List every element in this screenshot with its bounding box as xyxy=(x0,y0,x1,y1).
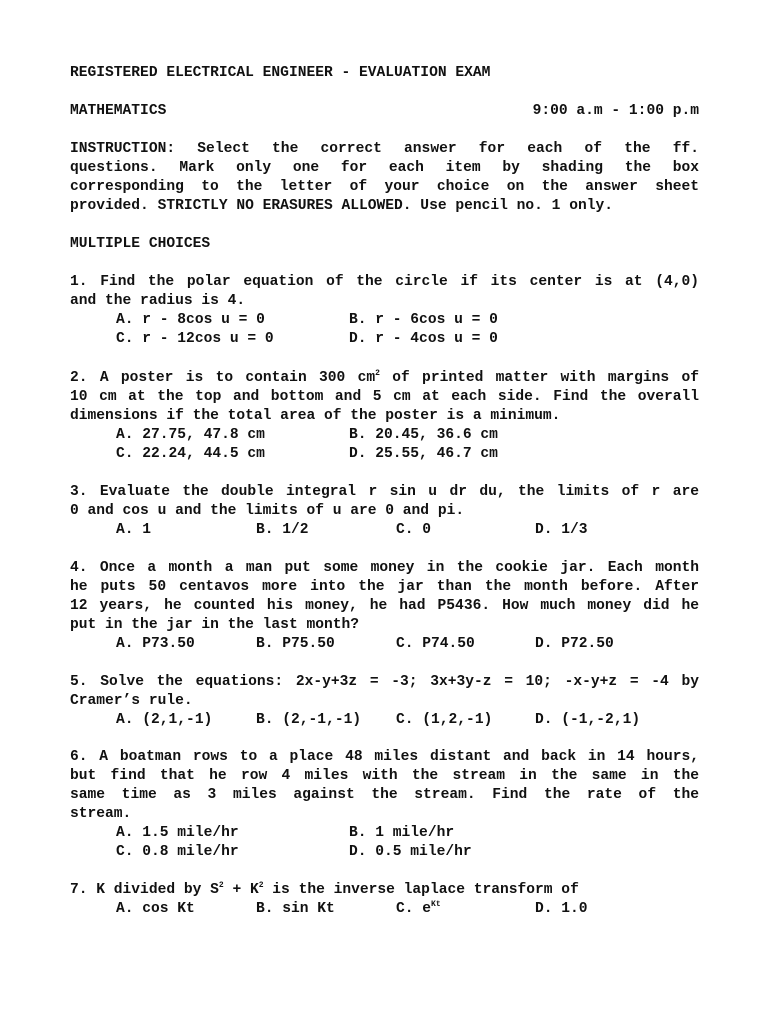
choice-c[interactable]: C. P74.50 xyxy=(396,636,475,652)
question-text-part: + K xyxy=(223,882,259,898)
question-text: 4. Once a month a man put some money in the cookie jar. Each month xyxy=(70,560,699,576)
instruction-line: provided. STRICTLY NO ERASURES ALLOWED. Use pencil no. 1 only. xyxy=(70,198,613,214)
choice-row xyxy=(70,330,699,349)
choice-a[interactable]: A. 1.5 mile/hr xyxy=(116,825,239,841)
choice-d[interactable]: D. 1/3 xyxy=(535,522,588,538)
question-text-part: 7. K divided by S xyxy=(70,882,219,898)
choice-b[interactable]: B. 1 mile/hr xyxy=(349,825,455,841)
question-text: 3. Evaluate the double integral r sin u dr du, the limits of r are xyxy=(70,484,699,500)
question-text xyxy=(70,881,699,900)
choice-row xyxy=(70,311,699,330)
exam-time: 9:00 a.m - 1:00 p.m xyxy=(532,103,699,119)
choice-row xyxy=(70,521,699,540)
choice-row xyxy=(70,900,699,919)
question-text-part: of printed matter with margins of xyxy=(379,370,699,386)
question-text: 5. Solve the equations: 2x-y+3z = -3; 3x+3y-z = 10; -x-y+z = -4 by xyxy=(70,674,699,690)
superscript: 2 xyxy=(218,881,224,890)
question-text: 6. A boatman rows to a place 48 miles distant and back in 14 hours, xyxy=(70,749,699,765)
choice-d[interactable]: D. P72.50 xyxy=(535,636,614,652)
question-text xyxy=(70,369,699,388)
choice-row xyxy=(70,843,699,862)
choice-d[interactable]: D. r - 4cos u = 0 xyxy=(349,331,498,347)
instruction-line: corresponding to the letter of your choice on the answer sheet xyxy=(70,179,699,195)
question-text: Cramer’s rule. xyxy=(70,693,193,709)
choice-d[interactable]: D. 25.55, 46.7 cm xyxy=(349,446,498,462)
choice-d[interactable]: D. (-1,-2,1) xyxy=(535,712,641,728)
question-text: and the radius is 4. xyxy=(70,293,246,309)
choice-a[interactable]: A. 27.75, 47.8 cm xyxy=(116,427,265,443)
question-text-part: is the inverse laplace transform of xyxy=(263,882,579,898)
choice-b[interactable]: B. 20.45, 36.6 cm xyxy=(349,427,498,443)
subject-label: MATHEMATICS xyxy=(70,103,167,119)
choice-row xyxy=(70,445,699,464)
question-text: but find that he row 4 miles with the stream in the same in the xyxy=(70,768,699,784)
choice-c[interactable]: C. 0.8 mile/hr xyxy=(116,844,239,860)
exam-title: REGISTERED ELECTRICAL ENGINEER - EVALUATION EXAM xyxy=(70,65,491,81)
question-text: dimensions if the total area of the poster is a minimum. xyxy=(70,408,561,424)
question-text: put in the jar in the last month? xyxy=(70,617,360,633)
choice-c[interactable]: C. 0 xyxy=(396,522,432,538)
question-text: 0 and cos u and the limits of u are 0 and pi. xyxy=(70,503,465,519)
superscript: Kt xyxy=(431,900,441,909)
choice-row xyxy=(70,426,699,445)
choice-d[interactable]: D. 0.5 mile/hr xyxy=(349,844,472,860)
choice-b[interactable]: B. (2,-1,-1) xyxy=(256,712,362,728)
choice-b[interactable]: B. sin Kt xyxy=(256,901,335,917)
choice-b[interactable]: B. P75.50 xyxy=(256,636,335,652)
question-text: 10 cm at the top and bottom and 5 cm at each side. Find the overall xyxy=(70,389,699,405)
choice-b[interactable]: B. r - 6cos u = 0 xyxy=(349,312,498,328)
subject-row xyxy=(70,102,699,121)
choice-row xyxy=(70,824,699,843)
question-text: same time as 3 miles against the stream. Find the rate of the xyxy=(70,787,699,803)
choice-c[interactable] xyxy=(396,900,441,919)
choice-c[interactable]: C. 22.24, 44.5 cm xyxy=(116,446,265,462)
section-title: MULTIPLE CHOICES xyxy=(70,236,211,252)
choice-a[interactable]: A. 1 xyxy=(116,522,152,538)
instruction-line: INSTRUCTION: Select the correct answer for each of the ff. xyxy=(70,141,699,157)
choice-a[interactable]: A. r - 8cos u = 0 xyxy=(116,312,265,328)
instruction-line: questions. Mark only one for each item by shading the box xyxy=(70,160,699,176)
question-text: 12 years, he counted his money, he had P5436. How much money did he xyxy=(70,598,699,614)
superscript: 2 xyxy=(375,369,380,378)
choice-row xyxy=(70,635,699,654)
question-text: he puts 50 centavos more into the jar than the month before. After xyxy=(70,579,699,595)
question-text: stream. xyxy=(70,806,132,822)
choice-a[interactable]: A. P73.50 xyxy=(116,636,195,652)
choice-a[interactable]: A. (2,1,-1) xyxy=(116,712,213,728)
question-text: 1. Find the polar equation of the circle if its center is at (4,0) xyxy=(70,274,699,290)
choice-b[interactable]: B. 1/2 xyxy=(256,522,309,538)
choice-c[interactable]: C. r - 12cos u = 0 xyxy=(116,331,274,347)
choice-row xyxy=(70,711,699,730)
question-text-part: 2. A poster is to contain 300 cm xyxy=(70,370,376,386)
choice-c[interactable]: C. (1,2,-1) xyxy=(396,712,493,728)
choice-a[interactable]: A. cos Kt xyxy=(116,901,195,917)
choice-c-label: C. e xyxy=(396,901,432,917)
choice-d[interactable]: D. 1.0 xyxy=(535,901,588,917)
superscript: 2 xyxy=(258,881,264,890)
